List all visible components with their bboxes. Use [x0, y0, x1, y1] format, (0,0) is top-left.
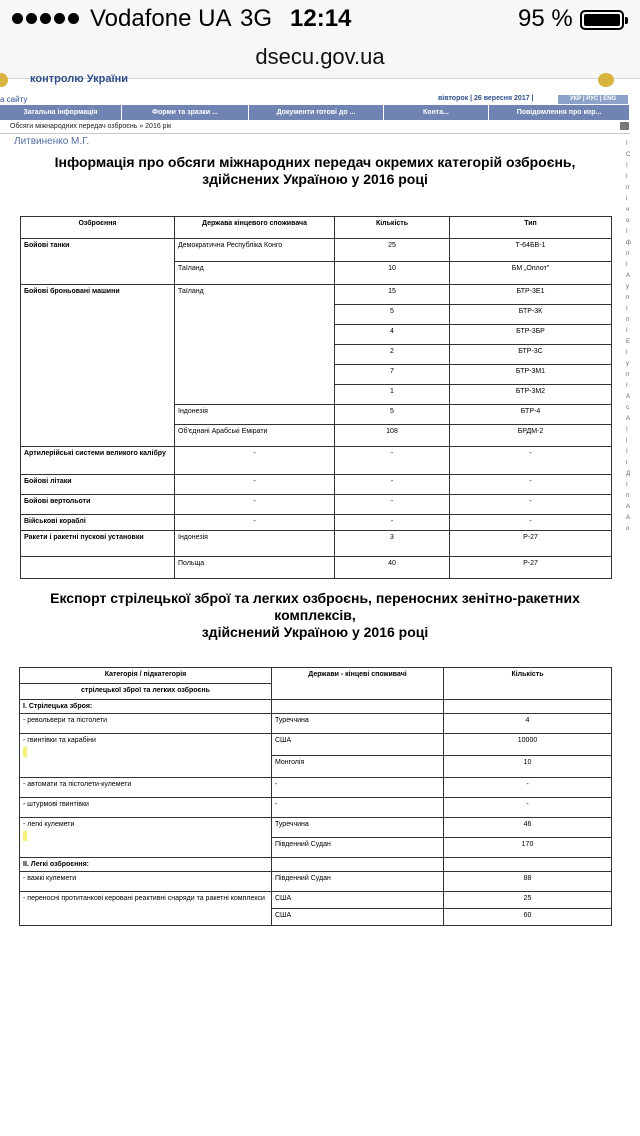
- type-cell: БТР-3М1: [450, 365, 612, 385]
- category-cell: Бойові танки: [21, 239, 175, 285]
- table2-title-line1: Експорт стрілецької зброї та легких озброєнь, переносних зенітно-ракетних: [50, 590, 580, 606]
- country-cell: -: [272, 778, 444, 798]
- subcategory-cell: [20, 734, 272, 778]
- country-cell: Об'єднані Арабські Емірати: [175, 425, 335, 447]
- quantity-cell: 4: [335, 325, 450, 345]
- type-cell: Р-27: [450, 531, 612, 557]
- table-header-row: [21, 217, 612, 239]
- quantity-cell: 88: [444, 872, 612, 892]
- header-quantity: Кількість: [444, 668, 612, 700]
- nav-forms[interactable]: Форми та зразки ...: [122, 105, 249, 120]
- type-cell: БМ „Оплот": [450, 262, 612, 285]
- coat-of-arms-right-icon: [598, 73, 614, 87]
- country-cell: -: [272, 798, 444, 818]
- table2-title-line2: комплексів,: [274, 607, 356, 623]
- section-title: ІІ. Легкі озброєння:: [20, 858, 272, 872]
- table1-title: Інформація про обсяги міжнародних передач окремих категорій озброєнь, здійснених Україною у 2016 році: [54, 154, 576, 187]
- battery-icon: [580, 10, 624, 30]
- type-cell: БРДМ-2: [450, 425, 612, 447]
- country-cell: Монголія: [272, 756, 444, 778]
- breadcrumb[interactable]: Обсяги міжнародних передач озброєнь » 2016 рік: [10, 123, 172, 130]
- battery-percent: 95 %: [518, 5, 573, 32]
- main-navigation: [0, 105, 630, 120]
- quantity-cell: 10: [335, 262, 450, 285]
- subcategory-cell: - переносні протитанкові керовані реактивні снаряди та ракетні комплекси: [20, 892, 272, 926]
- table2-title: [20, 590, 610, 641]
- quantity-cell: -: [444, 798, 612, 818]
- country-cell: Туреччина: [272, 714, 444, 734]
- small-arms-export-table: [19, 667, 612, 926]
- table-row: [21, 515, 612, 531]
- type-cell: -: [450, 475, 612, 495]
- table-row: [21, 475, 612, 495]
- status-bar: [0, 0, 640, 42]
- subcategory-cell: - автомати та пістолети-кулемети: [20, 778, 272, 798]
- subcategory-cell: - важкі кулемети: [20, 872, 272, 892]
- country-cell: Південний Судан: [272, 838, 444, 858]
- category-cell: Бойові вертольоти: [21, 495, 175, 515]
- side-column-clipped: І С І І п і ч о І ф п І А у п І п І Е І у п І А с А І і І г Д І п А А о: [626, 141, 631, 532]
- country-cell: -: [175, 475, 335, 495]
- header-subcategory: стрілецької зброї та легких озброєнь: [20, 684, 272, 700]
- country-cell: США: [272, 909, 444, 926]
- table-row: [20, 734, 612, 756]
- table-row: [21, 285, 612, 305]
- nav-contacts[interactable]: Конта...: [384, 105, 489, 120]
- quantity-cell: 1: [335, 385, 450, 405]
- country-cell: -: [175, 515, 335, 531]
- network-type: 3G: [240, 5, 273, 32]
- type-cell: БТР-3К: [450, 305, 612, 325]
- header-country: Держави - кінцеві споживачі: [272, 668, 444, 700]
- highlight-mark: [23, 831, 27, 841]
- nav-documents[interactable]: Документи готові до ...: [249, 105, 384, 120]
- clock: 12:14: [290, 5, 352, 32]
- quantity-cell: 170: [444, 838, 612, 858]
- section-row: [20, 700, 612, 714]
- section-row: [20, 858, 612, 872]
- quantity-cell: 7: [335, 365, 450, 385]
- country-cell: Туреччина: [272, 818, 444, 838]
- subcategory-cell: - револьвери та пістолети: [20, 714, 272, 734]
- subcategory-label: - легкі кулемети: [23, 821, 75, 828]
- quantity-cell: -: [444, 778, 612, 798]
- header-category: Категорія / підкатегорія: [20, 668, 272, 684]
- coat-of-arms-icon: [0, 73, 8, 87]
- table-header-row: [20, 668, 612, 684]
- table-row: [20, 872, 612, 892]
- country-cell: Демократична Республіка Конго: [175, 239, 335, 262]
- quantity-cell: -: [335, 495, 450, 515]
- site-logo-text[interactable]: контролю України: [30, 73, 128, 85]
- url-text[interactable]: dsecu.gov.ua: [255, 44, 385, 69]
- type-cell: -: [450, 447, 612, 475]
- country-cell: Індонезія: [175, 531, 335, 557]
- table-row: [20, 798, 612, 818]
- site-header: [0, 73, 620, 93]
- quantity-cell: -: [335, 447, 450, 475]
- quantity-cell: 15: [335, 285, 450, 305]
- highlight-mark: [23, 747, 27, 757]
- header-country: Держава кінцевого споживача: [175, 217, 335, 239]
- quantity-cell: 60: [444, 909, 612, 926]
- table-row: [20, 892, 612, 909]
- empty-cell: [272, 858, 444, 872]
- country-cell: Таїланд: [175, 262, 335, 285]
- section-title: І. Стрілецька зброя:: [20, 700, 272, 714]
- empty-cell: [272, 700, 444, 714]
- category-cell: Бойові броньовані машини: [21, 285, 175, 447]
- country-cell: Польща: [175, 557, 335, 579]
- country-cell: США: [272, 734, 444, 756]
- table-row: [20, 818, 612, 838]
- table-row: [21, 531, 612, 557]
- signal-strength-icon: [12, 13, 79, 24]
- print-icon[interactable]: [620, 122, 629, 130]
- quantity-cell: 108: [335, 425, 450, 447]
- quantity-cell: -: [335, 475, 450, 495]
- quantity-cell: -: [335, 515, 450, 531]
- category-cell: Військові кораблі: [21, 515, 175, 531]
- type-cell: Р-27: [450, 557, 612, 579]
- divider: [0, 133, 630, 134]
- header-type: Тип: [450, 217, 612, 239]
- quantity-cell: 10: [444, 756, 612, 778]
- web-page: [0, 73, 640, 1136]
- quantity-cell: 2: [335, 345, 450, 365]
- type-cell: БТР-3БР: [450, 325, 612, 345]
- category-cell: Артилерійські системи великого калібру: [21, 447, 175, 475]
- table-row: [21, 495, 612, 515]
- type-cell: БТР-3Е1: [450, 285, 612, 305]
- current-date: вівторок | 26 вересня 2017 |: [438, 95, 534, 102]
- table-row: [21, 239, 612, 262]
- nav-general-info[interactable]: Загальна інформація: [0, 105, 122, 120]
- site-map-link[interactable]: а сайту: [0, 95, 28, 104]
- quantity-cell: 10000: [444, 734, 612, 756]
- table-row: [21, 447, 612, 475]
- quantity-cell: 46: [444, 818, 612, 838]
- table-row: [21, 557, 612, 579]
- category-cell: Ракети і ракетні пускові установки: [21, 531, 175, 557]
- author-name: Литвиненко М.Г.: [14, 136, 90, 147]
- country-cell: Таїланд: [175, 285, 335, 405]
- type-cell: БТР-3С: [450, 345, 612, 365]
- subcategory-label: - гвинтівки та карабіни: [23, 737, 96, 744]
- arms-transfers-table: [20, 216, 612, 579]
- type-cell: БТР-4: [450, 405, 612, 425]
- type-cell: -: [450, 495, 612, 515]
- category-cell: Бойові літаки: [21, 475, 175, 495]
- country-cell: Південний Судан: [272, 872, 444, 892]
- quantity-cell: 5: [335, 305, 450, 325]
- table-row: [20, 778, 612, 798]
- nav-corruption-reports[interactable]: Повідомлення про кор...: [489, 105, 630, 120]
- header-quantity: Кількість: [335, 217, 450, 239]
- type-cell: БТР-3М2: [450, 385, 612, 405]
- type-cell: Т-64БВ-1: [450, 239, 612, 262]
- table2-title-line3: здійснений Україною у 2016 році: [201, 624, 429, 640]
- subcategory-cell: - штурмові гвинтівки: [20, 798, 272, 818]
- empty-cell: [444, 858, 612, 872]
- quantity-cell: 5: [335, 405, 450, 425]
- quantity-cell: 4: [444, 714, 612, 734]
- quantity-cell: 40: [335, 557, 450, 579]
- quantity-cell: 25: [335, 239, 450, 262]
- country-cell: -: [175, 495, 335, 515]
- table-row: [20, 714, 612, 734]
- country-cell: Індонезія: [175, 405, 335, 425]
- country-cell: -: [175, 447, 335, 475]
- category-cell: [21, 557, 175, 579]
- language-switcher[interactable]: УКР | РУС | ENG: [558, 95, 628, 104]
- header-weapons: Озброєння: [21, 217, 175, 239]
- quantity-cell: 25: [444, 892, 612, 909]
- empty-cell: [444, 700, 612, 714]
- carrier-name: Vodafone UA: [90, 5, 232, 32]
- subcategory-cell: [20, 818, 272, 858]
- quantity-cell: 3: [335, 531, 450, 557]
- country-cell: США: [272, 892, 444, 909]
- type-cell: -: [450, 515, 612, 531]
